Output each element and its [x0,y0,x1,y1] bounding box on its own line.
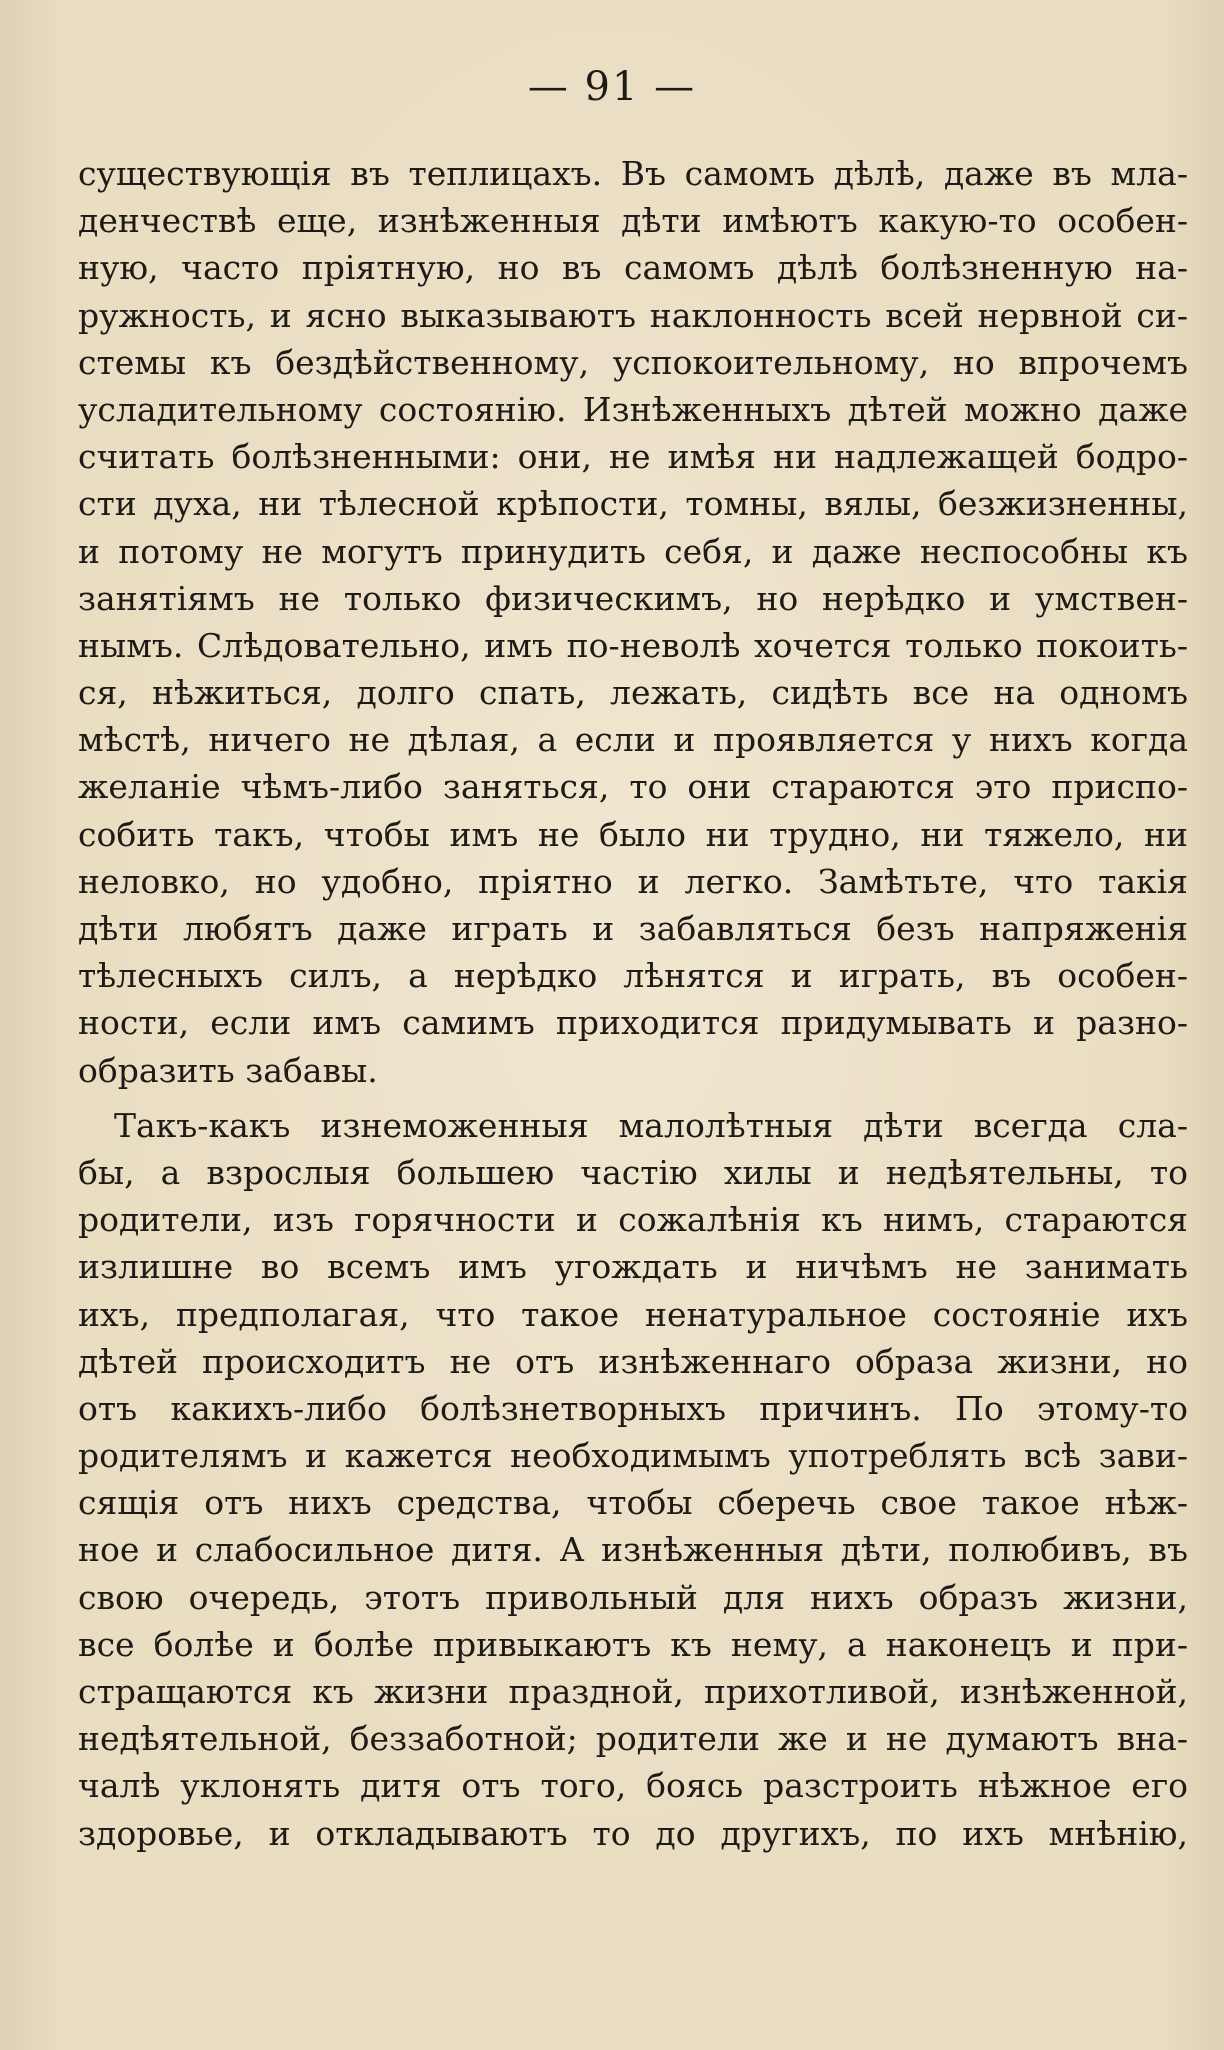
text-line: считать болѣзненными: они, не имѣя ни надлежащей бодро- [78,437,1188,477]
text-line: бы, а взрослыя большею частію хилы и недѣятельны, то [78,1152,1188,1192]
text-line: дѣтей происходитъ не отъ изнѣженнаго образа жизни, но [78,1341,1188,1381]
text-line: родителямъ и кажется необходимымъ употреблять всѣ зави- [78,1436,1188,1476]
text-line: сти духа, ни тѣлесной крѣпости, томны, вялы, безжизненны, [78,484,1188,524]
text-line: родители, изъ горячности и сожалѣнія къ нимъ, стараются [78,1200,1188,1240]
text-line: свою очередь, этотъ привольный для нихъ образъ жизни, [78,1577,1188,1617]
text-line: неловко, но удобно, пріятно и легко. Замѣтьте, что такія [78,861,1188,901]
text-line: желаніе чѣмъ-либо заняться, то они стараются это приспо- [78,767,1188,807]
text-line: отъ какихъ-либо болѣзнетворныхъ причинъ. По этому-то [78,1388,1188,1428]
text-line: образить забавы. [78,1050,378,1090]
text-line: дѣти любятъ даже играть и забавляться безъ напряженія [78,909,1188,948]
text-line: ся, нѣжиться, долго спать, лежать, сидѣть все на одномъ [78,673,1188,713]
body-text [78,150,1188,1857]
text-line: денчествѣ еще, изнѣженныя дѣти имѣютъ какую-то особен- [78,201,1188,241]
text-line: тѣлесныхъ силъ, а нерѣдко лѣнятся и играть, въ особен- [78,956,1188,996]
text-line: существующія въ теплицахъ. Въ самомъ дѣлѣ, даже въ мла- [78,154,1188,193]
text-line: недѣятельной, беззаботной; родители же и не думаютъ вна- [78,1719,1188,1759]
text-line: ную, часто пріятную, но въ самомъ дѣлѣ болѣзненную на- [78,248,1188,288]
text-line: ружность, и ясно выказываютъ наклонность всей нервной си- [78,295,1188,335]
paragraph-gap [78,1094,1188,1102]
text-line: стращаются къ жизни праздной, прихотливой, изнѣженной, [78,1672,1188,1711]
paragraph-2 [78,1102,1188,1857]
text-line: и потому не могутъ принудить себя, и даже неспособны къ [78,531,1188,571]
page-number: — 91 — [527,64,697,110]
text-line: нымъ. Слѣдовательно, имъ по-неволѣ хочется только покоить- [78,625,1188,665]
text-line: мѣстѣ, ничего не дѣлая, а если и проявляется у нихъ когда [78,720,1188,760]
text-line: все болѣе и болѣе привыкаютъ къ нему, а наконецъ и при- [78,1624,1188,1664]
text-line: сящія отъ нихъ средства, чтобы сберечь свое такое нѣж- [78,1483,1188,1523]
paragraph-1 [78,150,1188,1094]
text-line: излишне во всемъ имъ угождать и ничѣмъ не занимать [78,1247,1188,1287]
text-line: здоровье, и откладываютъ то до другихъ, по ихъ мнѣнію, [78,1813,1188,1853]
text-line: занятіямъ не только физическимъ, но нерѣдко и умствен- [78,578,1188,618]
text-line: чалѣ уклонять дитя отъ того, боясь разстроить нѣжное его [78,1766,1188,1806]
text-line: собить такъ, чтобы имъ не было ни трудно, ни тяжело, ни [78,814,1188,854]
text-line: стемы къ бездѣйственному, успокоительному, но впрочемъ [78,342,1188,382]
text-line: ное и слабосильное дитя. А изнѣженныя дѣти, полюбивъ, въ [78,1530,1188,1570]
text-line: ихъ, предполагая, что такое ненатуральное состояніе ихъ [78,1294,1188,1334]
text-line: усладительному состоянію. Изнѣженныхъ дѣтей можно даже [78,389,1188,429]
text-line: Такъ-какъ изнеможенныя малолѣтныя дѣти всегда сла- [114,1105,1188,1145]
text-line: ности, если имъ самимъ приходится придумывать и разно- [78,1003,1188,1043]
